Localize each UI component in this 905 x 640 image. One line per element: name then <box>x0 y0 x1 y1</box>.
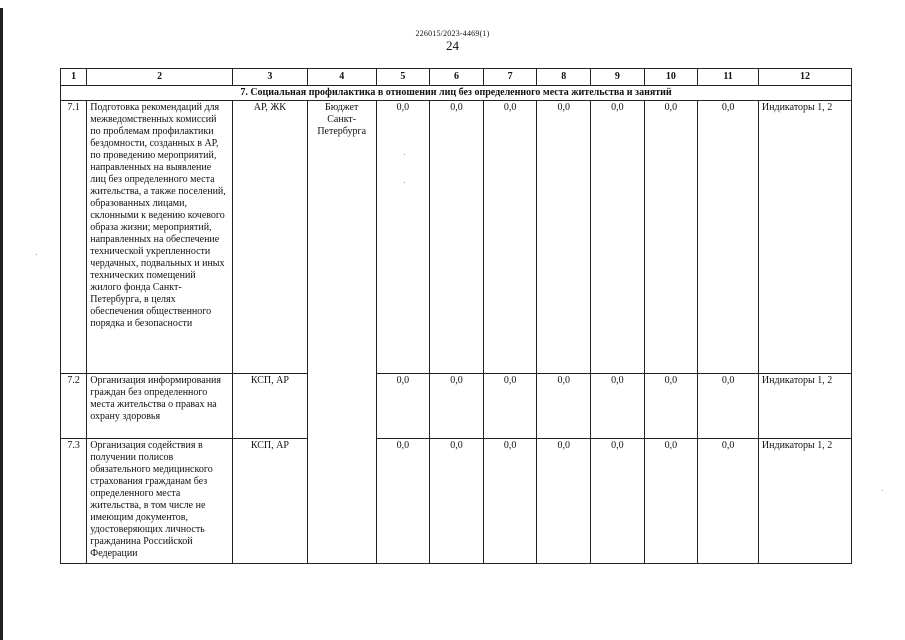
row-indicators: Индикаторы 1, 2 <box>758 101 851 374</box>
page-number: 24 <box>446 38 459 53</box>
header-row <box>61 69 852 86</box>
section-row <box>61 86 852 101</box>
row-executors: КСП, АР <box>232 374 307 439</box>
header-cell: 5 <box>376 69 430 86</box>
header-cell: 6 <box>430 69 484 86</box>
header-cell: 12 <box>758 69 851 86</box>
table-row <box>61 101 852 374</box>
value-cell: 0,0 <box>537 374 591 439</box>
table-row <box>61 374 852 439</box>
row-indicators: Индикаторы 1, 2 <box>758 374 851 439</box>
header-cell: 11 <box>698 69 759 86</box>
value-cell: 0,0 <box>376 374 430 439</box>
value-cell: 0,0 <box>430 374 484 439</box>
header-cell: 7 <box>483 69 537 86</box>
value-cell: 0,0 <box>537 439 591 564</box>
header-cell: 2 <box>87 69 233 86</box>
scan-speck <box>404 154 405 155</box>
scan-speck <box>404 182 405 183</box>
scan-speck <box>36 254 37 255</box>
row-executors: АР, ЖК <box>232 101 307 374</box>
value-cell: 0,0 <box>430 101 484 374</box>
row-number: 7.1 <box>61 101 87 374</box>
document-id: 226015/2023-4469(1) <box>415 29 490 38</box>
row-executors: КСП, АР <box>232 439 307 564</box>
row-indicators: Индикаторы 1, 2 <box>758 439 851 564</box>
header-cell: 4 <box>307 69 376 86</box>
header-cell: 8 <box>537 69 591 86</box>
row-number: 7.3 <box>61 439 87 564</box>
scan-edge-shadow <box>0 8 3 640</box>
value-cell: 0,0 <box>698 439 759 564</box>
value-cell: 0,0 <box>483 439 537 564</box>
value-cell: 0,0 <box>698 374 759 439</box>
header-cell: 1 <box>61 69 87 86</box>
row-description: Организация информирования граждан без определенного места жительства о правах на охрану здоровья <box>87 374 233 439</box>
row-description: Подготовка рекомендаций для межведомственных комиссий по проблемам профилактики бездомности, созданных в АР, по проведению мероприятий, направленных на выявление лиц без определенного места жительства, а также поселений, образованных лицами, склонными к ведению кочевого образа жизни; мероприятий, направленных на обеспечение технической укрепленности чердачных, подвальных и иных технических помещений жилого фонда Санкт-Петербурга, в целях обеспечения общественного порядка и безопасности <box>87 101 233 374</box>
header-cell: 3 <box>232 69 307 86</box>
table-row <box>61 439 852 564</box>
value-cell: 0,0 <box>591 439 645 564</box>
value-cell: 0,0 <box>376 439 430 564</box>
header-cell: 9 <box>591 69 645 86</box>
value-cell: 0,0 <box>537 101 591 374</box>
row-number: 7.2 <box>61 374 87 439</box>
funding-source: Бюджет Санкт-Петербурга <box>307 101 376 564</box>
value-cell: 0,0 <box>698 101 759 374</box>
row-description: Организация содействия в получении полисов обязательного медицинского страхования гражданам без определенного места жительства, в том числе не имеющим документов, удостоверяющих личность гражданина Российской Федерации <box>87 439 233 564</box>
scan-speck <box>882 490 883 491</box>
value-cell: 0,0 <box>430 439 484 564</box>
value-cell: 0,0 <box>644 439 698 564</box>
value-cell: 0,0 <box>376 101 430 374</box>
value-cell: 0,0 <box>483 374 537 439</box>
program-table <box>60 68 852 564</box>
header-cell: 10 <box>644 69 698 86</box>
value-cell: 0,0 <box>644 101 698 374</box>
value-cell: 0,0 <box>591 101 645 374</box>
value-cell: 0,0 <box>591 374 645 439</box>
section-title: 7. Социальная профилактика в отношении лиц без определенного места жительства и занятий <box>61 86 852 101</box>
value-cell: 0,0 <box>644 374 698 439</box>
value-cell: 0,0 <box>483 101 537 374</box>
